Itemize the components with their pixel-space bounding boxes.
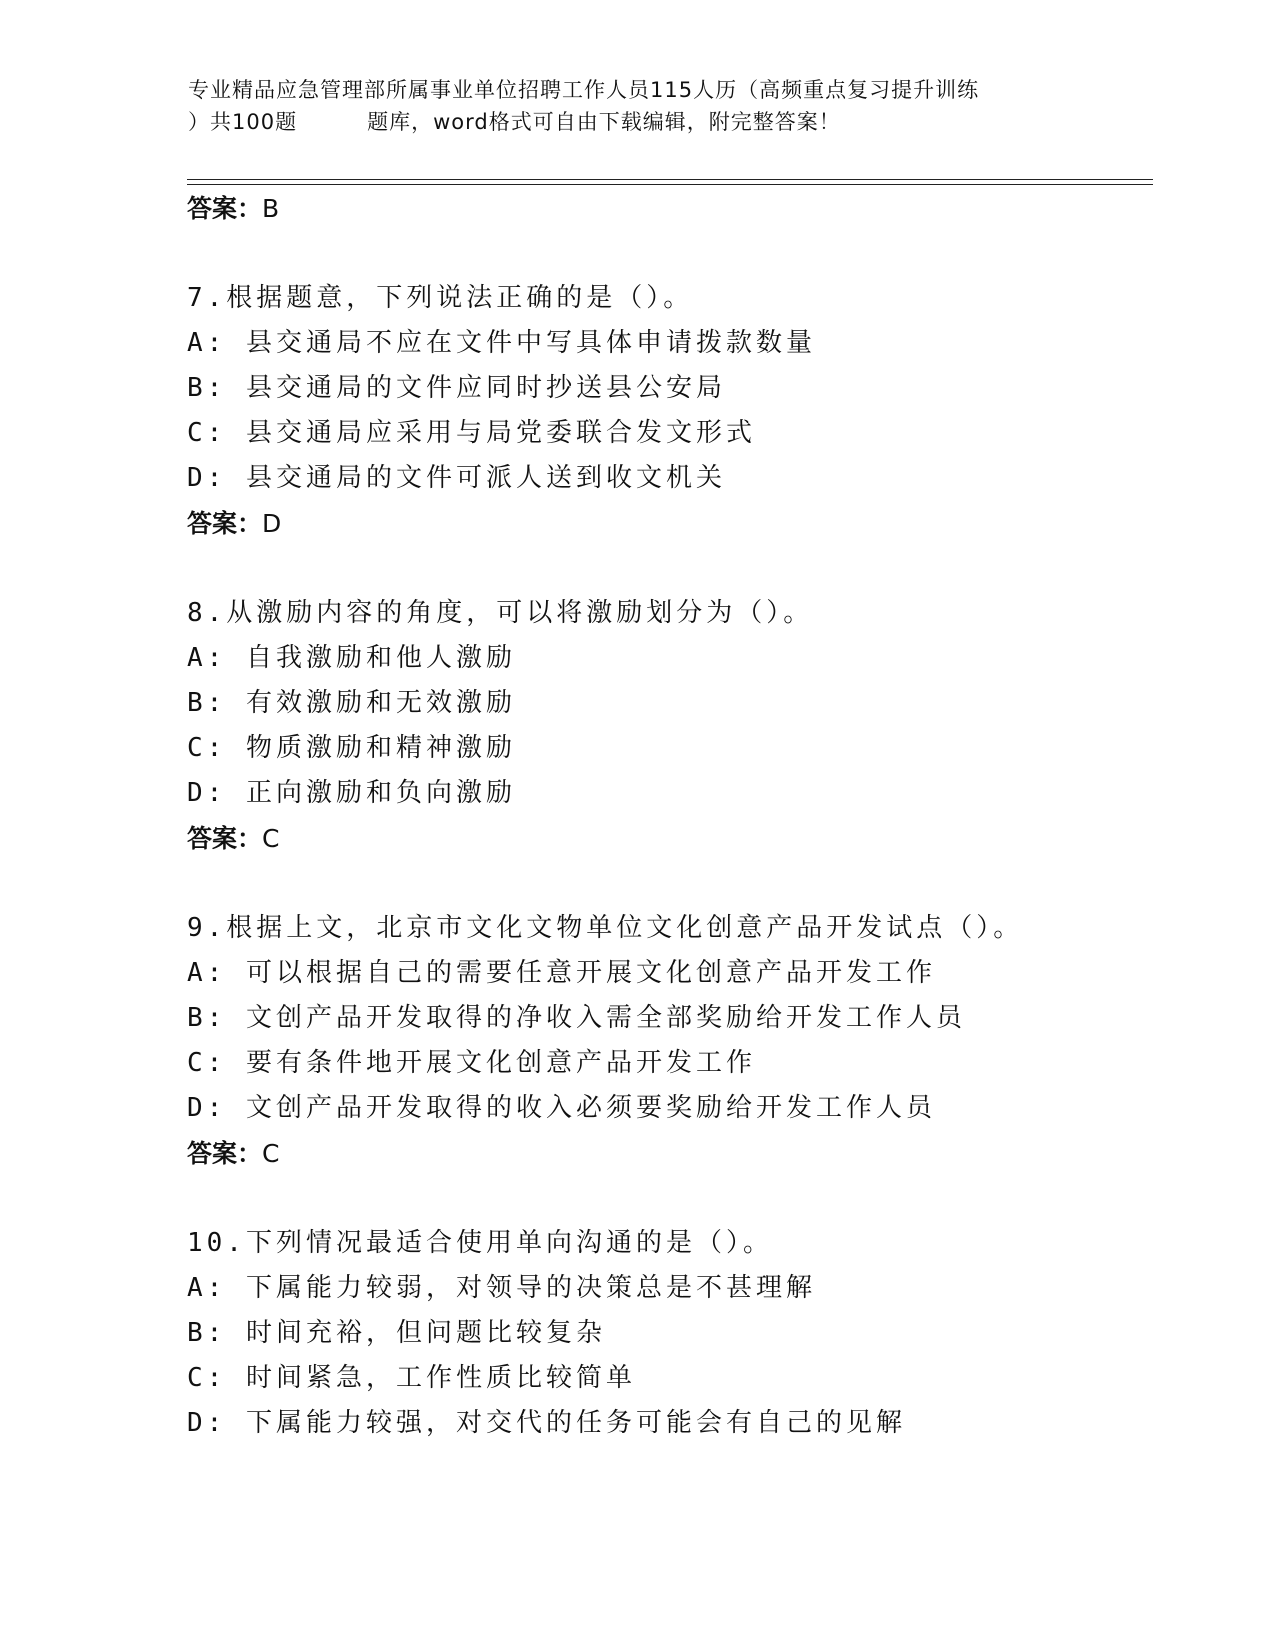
answer-line [187,186,1147,232]
answer-label: 答案： [187,824,263,853]
option-b: B: 时间充裕，但问题比较复杂 [187,1318,606,1348]
option-a: A: 下属能力较弱，对领导的决策总是不甚理解 [187,1273,816,1303]
question-block [187,276,1147,547]
option-d: D: 县交通局的文件可派人送到收文机关 [187,463,726,493]
answer-value: D [262,509,282,538]
question-list [187,186,1147,1446]
option-a: A: 可以根据自己的需要任意开展文化创意产品开发工作 [187,958,936,988]
question-stem: 10.下列情况最适合使用单向沟通的是（）。 [187,1228,773,1258]
answer-label: 答案： [187,194,263,223]
question-block [187,1221,1147,1446]
answer-line [187,816,1147,862]
answer-line [187,1131,1147,1177]
document-header [188,74,1108,138]
header-title-part-a: ）共100题 [188,110,298,134]
header-divider-top [187,179,1153,180]
option-c: C: 时间紧急，工作性质比较简单 [187,1363,636,1393]
option-c: C: 物质激励和精神激励 [187,733,516,763]
option-c: C: 县交通局应采用与局党委联合发文形式 [187,418,756,448]
answer-line [187,501,1147,547]
answer-label: 答案： [187,1139,263,1168]
question-stem: 8.从激励内容的角度，可以将激励划分为（）。 [187,598,814,628]
answer-value: C [262,824,280,853]
option-d: D: 文创产品开发取得的收入必须要奖励给开发工作人员 [187,1093,936,1123]
answer-label: 答案： [187,509,263,538]
option-d: D: 正向激励和负向激励 [187,778,516,808]
option-c: C: 要有条件地开展文化创意产品开发工作 [187,1048,756,1078]
option-b: B: 有效激励和无效激励 [187,688,516,718]
answer-value: C [262,1139,280,1168]
option-b: B: 县交通局的文件应同时抄送县公安局 [187,373,726,403]
answer-value: B [262,194,280,223]
option-a: A: 县交通局不应在文件中写具体申请拨款数量 [187,328,816,358]
option-d: D: 下属能力较强，对交代的任务可能会有自己的见解 [187,1408,906,1438]
option-b: B: 文创产品开发取得的净收入需全部奖励给开发工作人员 [187,1003,966,1033]
option-a: A: 自我激励和他人激励 [187,643,516,673]
header-title-part-b: 题库，word格式可自由下载编辑，附完整答案！ [367,110,841,134]
header-title-line-2 [188,106,1108,138]
question-stem: 7.根据题意，下列说法正确的是（）。 [187,283,694,313]
question-block [187,906,1147,1177]
header-divider-bottom [187,184,1153,185]
question-block [187,591,1147,862]
question-stem: 9.根据上文，北京市文化文物单位文化创意产品开发试点（）。 [187,913,1024,943]
header-title-line-1: 专业精品应急管理部所属事业单位招聘工作人员115人历（高频重点复习提升训练 [188,78,980,102]
